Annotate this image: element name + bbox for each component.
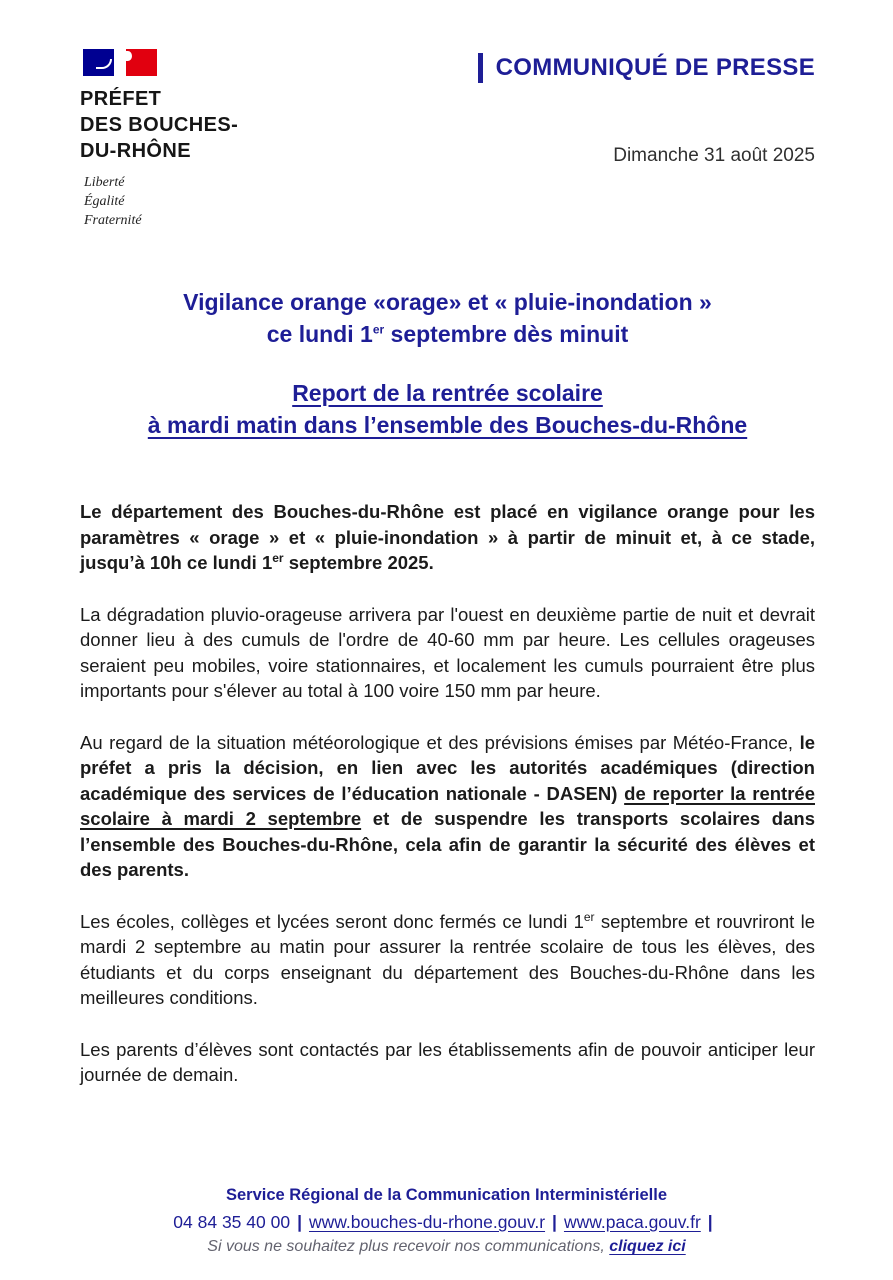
unsubscribe-text: Si vous ne souhaitez plus recevoir nos communications, (207, 1238, 610, 1255)
separator-bar: | (552, 1212, 557, 1232)
p1-text: Le département des Bouches-du-Rhône est placé en vigilance orange pour les paramètres « orage » et « pluie-inondation » à partir de minuit et, à ce stade, jusqu’à 10h ce lundi 1 (80, 501, 815, 573)
footer (0, 1186, 893, 1256)
press-release-label: COMMUNIQUÉ DE PRESSE (478, 53, 815, 83)
p3-bold-underlined-text: de reporter la rentrée scolaire à mardi 2 septembre (80, 782, 815, 829)
p4-text: Les écoles, collèges et lycées seront donc fermés ce lundi 1 (80, 910, 584, 932)
p3-regular-text: Au regard de la situation météorologique et des prévisions émises par Météo-France, (80, 731, 800, 753)
link-bouches-du-rhone-website[interactable]: www.bouches-du-rhone.gouv.r (308, 1212, 546, 1232)
link-paca-website[interactable]: www.paca.gouv.fr (563, 1212, 701, 1232)
body-content (80, 499, 815, 1088)
separator-bar: | (707, 1212, 713, 1232)
motto-line: Fraternité (84, 213, 142, 228)
paragraph-prefect-decision (80, 730, 815, 883)
prefecture-name-line: DU-RHÔNE (80, 140, 191, 162)
footer-contacts (0, 1212, 893, 1233)
french-flag-icon (83, 49, 157, 76)
unsubscribe-link[interactable]: cliquez ici (609, 1238, 686, 1255)
paragraph-schools-closure (80, 909, 815, 1011)
p3-bold-text: le préfet a pris la décision, en lien avec les autorités académiques (direction académique des services de l’éducation nationale - DASEN) (80, 731, 815, 804)
subtitle-line2: à mardi matin dans l’ensemble des Bouches-du-Rhône (147, 412, 748, 438)
flag-red-block (126, 49, 157, 76)
paragraph-weather-details: La dégradation pluvio-orageuse arrivera par l'ouest en deuxième partie de nuit et devrait donner lieu à des cumuls de l'ordre de 40-60 mm par heure. Les cellules orageuses seraient peu mobiles, voire stationnaires, et localement les cumuls pourraient être plus importants pour s'élever au total à 100 voire 150 mm par heure. (80, 603, 815, 701)
header-right (478, 53, 815, 167)
header (80, 45, 815, 230)
prefecture-logo (80, 45, 380, 230)
main-title-line2-end: septembre dès minuit (384, 321, 629, 347)
footer-phone: 04 84 35 40 00 (173, 1212, 291, 1232)
flag-blue-block (83, 49, 114, 76)
document-date: Dimanche 31 août 2025 (613, 145, 815, 166)
superscript-er: er (372, 322, 385, 337)
motto-line: Liberté (84, 175, 125, 190)
p3-bold-text-end: et de suspendre les transports scolaires dans l’ensemble des Bouches-du-Rhône, cela afin de garantir la sécurité des élèves et des parents. (80, 808, 815, 880)
superscript-er: er (583, 909, 595, 924)
footer-service-name: Service Régional de la Communication Interministérielle (225, 1186, 668, 1204)
motto-line: Égalité (84, 194, 125, 209)
p1-text-end: septembre 2025. (283, 552, 434, 573)
prefecture-name (80, 86, 380, 164)
main-title (80, 286, 815, 350)
subtitle-line1: Report de la rentrée scolaire (292, 380, 603, 406)
paragraph-vigilance-summary (80, 499, 815, 576)
prefecture-name-line: DES BOUCHES- (80, 114, 239, 136)
paragraph-parents-contact: Les parents d’élèves sont contactés par les établissements afin de pouvoir anticiper leur journée de demain. (80, 1038, 815, 1085)
prefecture-name-line: PRÉFET (80, 88, 162, 110)
footer-unsubscribe (0, 1238, 893, 1256)
main-title-line2: ce lundi 1 (266, 321, 373, 347)
separator-bar: | (297, 1212, 302, 1232)
republic-motto (84, 173, 380, 230)
subtitle (80, 377, 815, 441)
superscript-er: er (272, 550, 284, 565)
p4-text-end: septembre et rouvriront le mardi 2 septembre au matin pour assurer la rentrée scolaire de tous les élèves, des étudiants et du corps enseignant du département des Bouches-du-Rhône dans les meilleures conditions. (80, 910, 815, 1008)
main-title-line1: Vigilance orange «orage» et « pluie-inondation » (183, 289, 712, 315)
